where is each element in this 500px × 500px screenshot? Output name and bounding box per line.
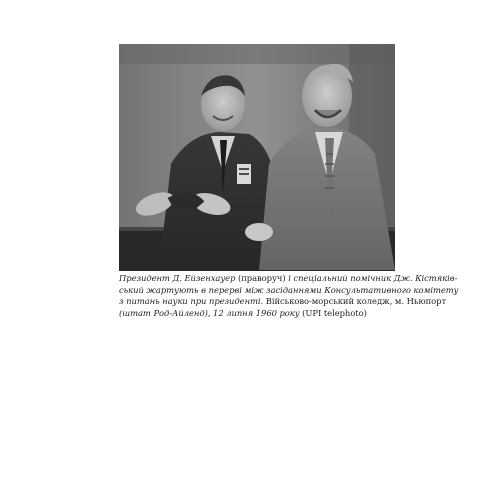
caption-text: (UPI telephoto) <box>302 307 367 318</box>
caption-line <box>119 296 447 308</box>
caption-text: (праворуч) <box>238 273 289 283</box>
caption-text: ський жартують в перерві між засіданнями Консультативного комітету <box>119 284 459 295</box>
photograph-image <box>119 44 395 271</box>
caption-line <box>119 284 459 297</box>
historical-photograph <box>119 44 395 271</box>
caption-line <box>119 273 458 285</box>
caption-line <box>119 308 395 320</box>
caption-text: Президент Д. Ейзенхауер <box>119 273 239 283</box>
caption-text: і спеціальний помічник Дж. Кістяків- <box>288 273 458 283</box>
caption-text: Військово-морський коледж, м. Ньюпорт <box>265 296 447 307</box>
photo-caption <box>119 273 459 319</box>
caption-text: з питань науки при президенті. <box>119 296 266 307</box>
caption-text: (штат Род-Айленд), 12 липня 1960 року <box>119 307 303 318</box>
